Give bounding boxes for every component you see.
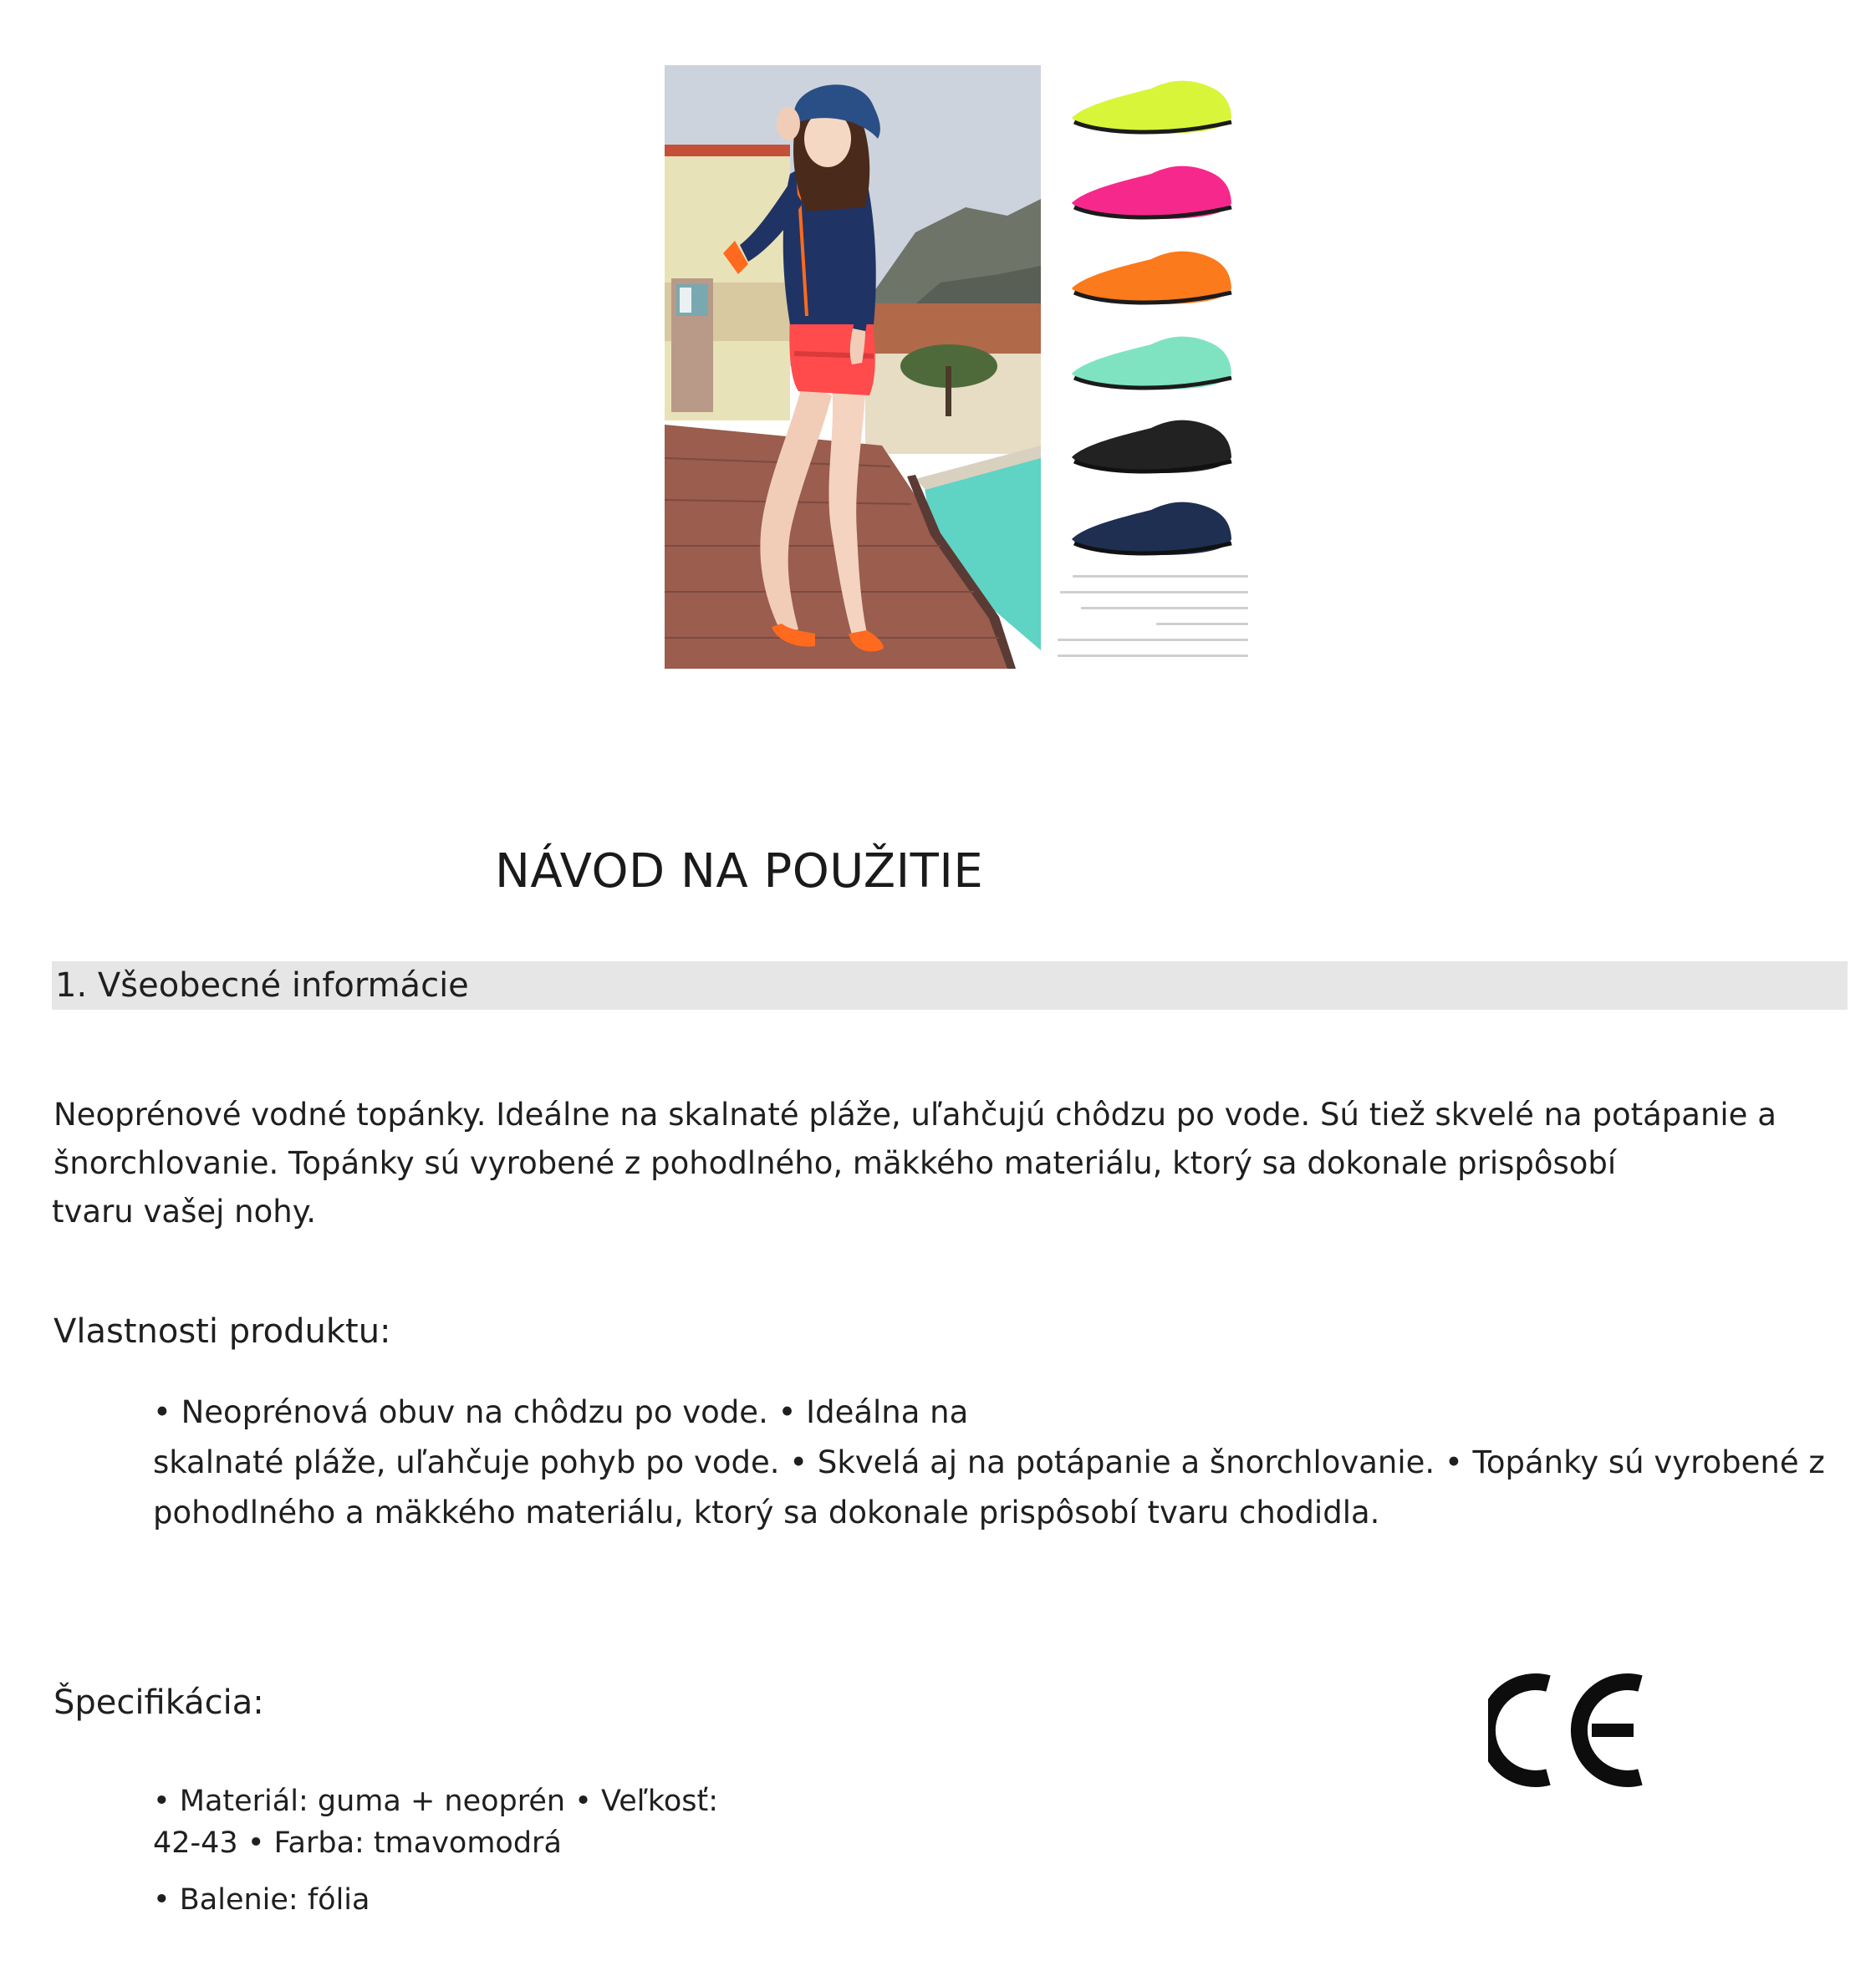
intro-line: šnorchlovanie. Topánky sú vyrobené z pohodlného, mäkkého materiálu, ktorý sa dokonale prispôsobí: [54, 1145, 1617, 1181]
properties-line: pohodlného a mäkkého materiálu, ktorý sa dokonale prispôsobí tvaru chodidla.: [153, 1495, 1380, 1531]
properties-line: skalnaté pláže, uľahčuje pohyb po vode. • Skvelá aj na potápanie a šnorchlovanie. • Topánky sú vyrobené z: [153, 1444, 1825, 1480]
product-fine-print: [1058, 575, 1248, 669]
intro-line: Neoprénové vodné topánky. Ideálne na skalnaté pláže, uľahčujú chôdzu po vode. Sú tiež skvelé na potápanie a: [54, 1097, 1777, 1133]
specification-label: Špecifikácia:: [54, 1683, 264, 1722]
shoe-variant-mint: [1068, 328, 1235, 395]
document-title: NÁVOD NA POUŽITIE: [495, 844, 984, 899]
section-heading-general-info: [52, 961, 1848, 1010]
properties-line: • Neoprénová obuv na chôdzu po vode. • Ideálna na: [153, 1394, 969, 1430]
intro-paragraph: [54, 1091, 1826, 1236]
properties-label: Vlastnosti produktu:: [54, 1312, 391, 1351]
product-image: [665, 65, 1254, 669]
shoe-variant-navy: [1068, 493, 1235, 560]
ce-mark-icon: [1488, 1672, 1647, 1789]
model-photo: [665, 65, 1041, 669]
section-heading-label: 1. Všeobecné informácie: [55, 966, 469, 1005]
specification-line: • Materiál: guma + neoprén • Veľkosť:: [153, 1785, 719, 1818]
packaging-line: • Balenie: fólia: [153, 1883, 370, 1917]
shoe-variant-neon-yellow: [1068, 72, 1235, 139]
specification-list: [153, 1780, 718, 1921]
shoe-color-variants: [1058, 65, 1254, 669]
specification-line: 42-43 • Farba: tmavomodrá: [153, 1826, 562, 1860]
intro-line: tvaru vašej nohy.: [52, 1194, 317, 1230]
shoe-variant-orange: [1068, 242, 1235, 309]
properties-list: [153, 1388, 1825, 1538]
shoe-variant-black: [1068, 411, 1235, 478]
shoe-variant-pink: [1068, 157, 1235, 224]
